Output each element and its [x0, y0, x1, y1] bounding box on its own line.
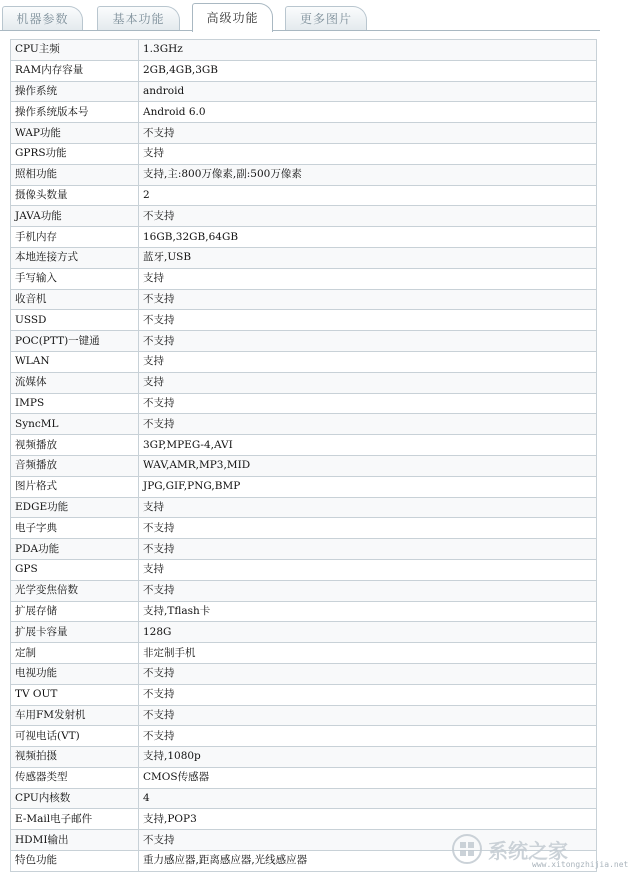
spec-value: 不支持 — [139, 123, 597, 144]
spec-label: 光学变焦倍数 — [11, 580, 139, 601]
spec-value: android — [139, 81, 597, 102]
spec-label: CPU内核数 — [11, 788, 139, 809]
tab-basic-functions[interactable]: 基本功能 — [97, 6, 180, 31]
spec-value: 非定制手机 — [139, 643, 597, 664]
windows-logo-icon — [452, 834, 482, 864]
spec-label: 手机内存 — [11, 227, 139, 248]
spec-label: 车用FM发射机 — [11, 705, 139, 726]
spec-row — [11, 767, 597, 788]
spec-row — [11, 435, 597, 456]
spec-row — [11, 726, 597, 747]
spec-row — [11, 414, 597, 435]
spec-label: 电视功能 — [11, 663, 139, 684]
tab-machine-params[interactable]: 机器参数 — [2, 6, 83, 31]
spec-row — [11, 102, 597, 123]
spec-value: 不支持 — [139, 518, 597, 539]
spec-row — [11, 684, 597, 705]
spec-value: Android 6.0 — [139, 102, 597, 123]
spec-value: 支持 — [139, 268, 597, 289]
spec-label: 本地连接方式 — [11, 247, 139, 268]
spec-value: 16GB,32GB,64GB — [139, 227, 597, 248]
spec-label: 流媒体 — [11, 372, 139, 393]
spec-label: CPU主频 — [11, 40, 139, 61]
spec-row — [11, 747, 597, 768]
spec-row — [11, 247, 597, 268]
spec-row — [11, 393, 597, 414]
spec-value: 不支持 — [139, 393, 597, 414]
spec-label: RAM内存容量 — [11, 60, 139, 81]
spec-row — [11, 123, 597, 144]
spec-value: WAV,AMR,MP3,MID — [139, 455, 597, 476]
spec-label: HDMI输出 — [11, 830, 139, 851]
spec-value: 支持 — [139, 351, 597, 372]
spec-label: USSD — [11, 310, 139, 331]
spec-value: 不支持 — [139, 580, 597, 601]
tab-advanced-functions[interactable]: 高级功能 — [192, 3, 273, 32]
spec-row — [11, 518, 597, 539]
spec-row — [11, 643, 597, 664]
spec-value: CMOS传感器 — [139, 767, 597, 788]
spec-row — [11, 185, 597, 206]
spec-value: 不支持 — [139, 726, 597, 747]
spec-label: 特色功能 — [11, 851, 139, 872]
spec-value: 1.3GHz — [139, 40, 597, 61]
spec-row — [11, 206, 597, 227]
spec-label: GPRS功能 — [11, 143, 139, 164]
spec-value: 支持,POP3 — [139, 809, 597, 830]
spec-label: SyncML — [11, 414, 139, 435]
spec-value: 重力感应器,距离感应器,光线感应器 — [139, 851, 597, 872]
spec-label: 视频拍摄 — [11, 747, 139, 768]
spec-row — [11, 809, 597, 830]
spec-value: 2 — [139, 185, 597, 206]
spec-label: WAP功能 — [11, 123, 139, 144]
spec-row — [11, 788, 597, 809]
spec-value: 不支持 — [139, 206, 597, 227]
spec-label: 摄像头数量 — [11, 185, 139, 206]
spec-value: 不支持 — [139, 414, 597, 435]
spec-row — [11, 289, 597, 310]
spec-label: GPS — [11, 559, 139, 580]
spec-row — [11, 331, 597, 352]
spec-label: TV OUT — [11, 684, 139, 705]
spec-value: 不支持 — [139, 331, 597, 352]
spec-row — [11, 227, 597, 248]
spec-value: 支持,主:800万像素,副:500万像素 — [139, 164, 597, 185]
spec-row — [11, 60, 597, 81]
spec-value: 支持,1080p — [139, 747, 597, 768]
spec-label: 视频播放 — [11, 435, 139, 456]
spec-value: 不支持 — [139, 539, 597, 560]
spec-row — [11, 81, 597, 102]
tab-underline — [0, 30, 600, 31]
spec-value: 蓝牙,USB — [139, 247, 597, 268]
spec-row — [11, 663, 597, 684]
spec-label: EDGE功能 — [11, 497, 139, 518]
spec-value: 支持 — [139, 143, 597, 164]
watermark-url: www.xitongzhijia.net — [532, 860, 628, 869]
spec-value: 支持 — [139, 372, 597, 393]
spec-row — [11, 559, 597, 580]
spec-value: 支持 — [139, 497, 597, 518]
spec-value: 不支持 — [139, 684, 597, 705]
spec-row — [11, 476, 597, 497]
spec-label: POC(PTT)一键通 — [11, 331, 139, 352]
spec-value: 128G — [139, 622, 597, 643]
spec-row — [11, 351, 597, 372]
spec-label: JAVA功能 — [11, 206, 139, 227]
spec-label: 照相功能 — [11, 164, 139, 185]
spec-label: E-Mail电子邮件 — [11, 809, 139, 830]
spec-table — [10, 39, 597, 872]
spec-label: 图片格式 — [11, 476, 139, 497]
spec-label: WLAN — [11, 351, 139, 372]
spec-row — [11, 268, 597, 289]
spec-value: 4 — [139, 788, 597, 809]
spec-row — [11, 455, 597, 476]
spec-value: 不支持 — [139, 289, 597, 310]
spec-value: 2GB,4GB,3GB — [139, 60, 597, 81]
spec-row — [11, 539, 597, 560]
spec-label: PDA功能 — [11, 539, 139, 560]
spec-label: 手写输入 — [11, 268, 139, 289]
spec-value: JPG,GIF,PNG,BMP — [139, 476, 597, 497]
spec-label: 可视电话(VT) — [11, 726, 139, 747]
spec-value: 支持,Tflash卡 — [139, 601, 597, 622]
spec-row — [11, 143, 597, 164]
spec-row — [11, 372, 597, 393]
spec-label: 操作系统 — [11, 81, 139, 102]
spec-value: 不支持 — [139, 663, 597, 684]
spec-label: 电子字典 — [11, 518, 139, 539]
spec-value: 3GP,MPEG-4,AVI — [139, 435, 597, 456]
spec-row — [11, 622, 597, 643]
watermark-text: 系统之家 — [488, 838, 568, 863]
spec-label: IMPS — [11, 393, 139, 414]
spec-value: 不支持 — [139, 705, 597, 726]
spec-row — [11, 310, 597, 331]
tab-bar — [0, 0, 600, 32]
spec-label: 传感器类型 — [11, 767, 139, 788]
spec-label: 扩展卡容量 — [11, 622, 139, 643]
spec-row — [11, 601, 597, 622]
spec-label: 扩展存储 — [11, 601, 139, 622]
spec-row — [11, 580, 597, 601]
spec-label: 音频播放 — [11, 455, 139, 476]
spec-value: 不支持 — [139, 830, 597, 851]
spec-value: 不支持 — [139, 310, 597, 331]
spec-row — [11, 40, 597, 61]
spec-row — [11, 497, 597, 518]
spec-label: 操作系统版本号 — [11, 102, 139, 123]
spec-row — [11, 705, 597, 726]
spec-label: 收音机 — [11, 289, 139, 310]
spec-label: 定制 — [11, 643, 139, 664]
spec-value: 支持 — [139, 559, 597, 580]
spec-row — [11, 164, 597, 185]
tab-more-images[interactable]: 更多图片 — [285, 6, 367, 31]
